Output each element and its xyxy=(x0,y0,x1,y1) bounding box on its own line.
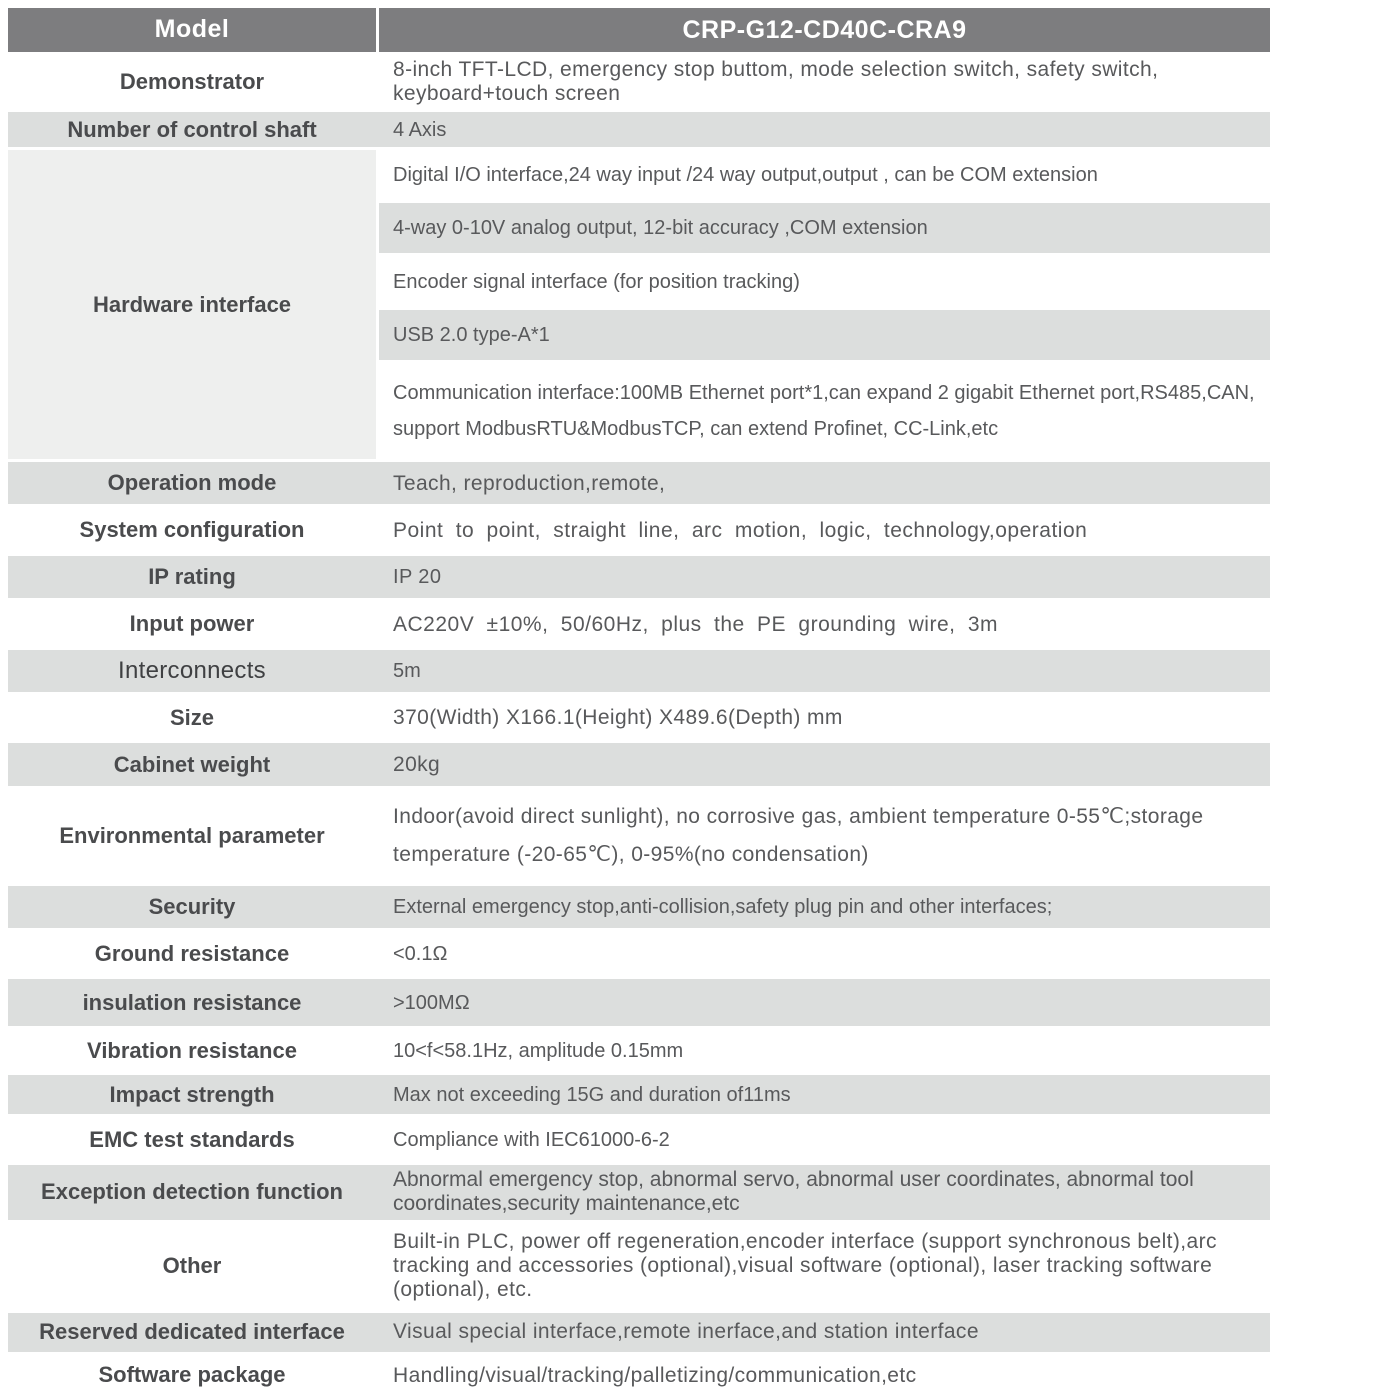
row-impact-strength xyxy=(8,1075,1270,1114)
value-ip-rating: IP 20 xyxy=(379,556,1270,598)
value-interconnects: 5m xyxy=(379,650,1270,692)
value-ground-resistance: <0.1Ω xyxy=(379,931,1270,976)
value-environmental-parameter: Indoor(avoid direct sunlight), no corrosive gas, ambient temperature 0-55℃;storage temperature (-20-65℃), 0-95%(no condensation) xyxy=(379,789,1270,883)
row-exception-detection xyxy=(8,1165,1270,1219)
label-interconnects: Interconnects xyxy=(8,650,376,692)
row-control-shaft xyxy=(8,112,1270,147)
row-software-package xyxy=(8,1355,1270,1397)
hardware-interface-items xyxy=(379,150,1270,459)
value-software-package: Handling/visual/tracking/palletizing/communication,etc xyxy=(379,1355,1270,1397)
value-other: Built-in PLC, power off regeneration,encoder interface (support synchronous belt),arc tracking and accessories (optional),visual software (optional), laser tracking software (optional), etc. xyxy=(379,1223,1270,1310)
label-ip-rating: IP rating xyxy=(8,556,376,598)
row-ground-resistance xyxy=(8,931,1270,976)
row-interconnects xyxy=(8,650,1270,692)
value-model-number: CRP-G12-CD40C-CRA9 xyxy=(379,8,1270,52)
value-emc-test-standards: Compliance with IEC61000-6-2 xyxy=(379,1117,1270,1162)
row-reserved-interface xyxy=(8,1313,1270,1352)
label-vibration-resistance: Vibration resistance xyxy=(8,1029,376,1072)
value-control-shaft: 4 Axis xyxy=(379,112,1270,147)
label-impact-strength: Impact strength xyxy=(8,1075,376,1114)
label-demonstrator: Demonstrator xyxy=(8,55,376,109)
value-analog-output: 4-way 0-10V analog output, 12-bit accuracy ,COM extension xyxy=(379,203,1270,253)
value-encoder-interface: Encoder signal interface (for position tracking) xyxy=(379,256,1270,307)
label-exception-detection: Exception detection function xyxy=(8,1165,376,1219)
value-usb: USB 2.0 type-A*1 xyxy=(379,310,1270,360)
value-operation-mode: Teach, reproduction,remote, xyxy=(379,462,1270,504)
row-hardware-interface xyxy=(8,150,1270,459)
label-model: Model xyxy=(8,8,376,52)
row-environmental-parameter xyxy=(8,789,1270,883)
row-cabinet-weight xyxy=(8,743,1270,786)
value-exception-detection: Abnormal emergency stop, abnormal servo, abnormal user coordinates, abnormal tool coordinates,security maintenance,etc xyxy=(379,1165,1270,1219)
value-cabinet-weight: 20kg xyxy=(379,743,1270,786)
page xyxy=(0,8,1376,1397)
value-digital-io: Digital I/O interface,24 way input /24 way output,output , can be COM extension xyxy=(379,150,1270,200)
value-impact-strength: Max not exceeding 15G and duration of11ms xyxy=(379,1075,1270,1114)
row-system-configuration xyxy=(8,507,1270,553)
row-security xyxy=(8,886,1270,928)
value-demonstrator: 8-inch TFT-LCD, emergency stop buttom, mode selection switch, safety switch, keyboard+touch screen xyxy=(379,55,1270,109)
label-ground-resistance: Ground resistance xyxy=(8,931,376,976)
label-other: Other xyxy=(8,1223,376,1310)
label-insulation-resistance: insulation resistance xyxy=(8,979,376,1026)
label-hardware-interface: Hardware interface xyxy=(8,150,376,459)
value-reserved-interface: Visual special interface,remote inerface,and station interface xyxy=(379,1313,1270,1352)
value-input-power: AC220V ±10%, 50/60Hz, plus the PE grounding wire, 3m xyxy=(379,601,1270,647)
value-system-configuration: Point to point, straight line, arc motion, logic, technology,operation xyxy=(379,507,1270,553)
row-operation-mode xyxy=(8,462,1270,504)
label-software-package: Software package xyxy=(8,1355,376,1397)
spec-table xyxy=(8,8,1270,1397)
label-control-shaft: Number of control shaft xyxy=(8,112,376,147)
value-communication-interface: Communication interface:100MB Ethernet port*1,can expand 2 gigabit Ethernet port,RS485,CAN, support ModbusRTU&ModbusTCP, can extend Profinet, CC-Link,etc xyxy=(379,363,1270,459)
label-security: Security xyxy=(8,886,376,928)
label-size: Size xyxy=(8,695,376,740)
label-operation-mode: Operation mode xyxy=(8,462,376,504)
value-security: External emergency stop,anti-collision,safety plug pin and other interfaces; xyxy=(379,886,1270,928)
row-size xyxy=(8,695,1270,740)
row-input-power xyxy=(8,601,1270,647)
row-emc-test-standards xyxy=(8,1117,1270,1162)
value-size: 370(Width) X166.1(Height) X489.6(Depth) mm xyxy=(379,695,1270,740)
row-ip-rating xyxy=(8,556,1270,598)
row-model-header xyxy=(8,8,1270,52)
label-system-configuration: System configuration xyxy=(8,507,376,553)
label-cabinet-weight: Cabinet weight xyxy=(8,743,376,786)
label-environmental-parameter: Environmental parameter xyxy=(8,789,376,883)
row-vibration-resistance xyxy=(8,1029,1270,1072)
row-demonstrator xyxy=(8,55,1270,109)
value-vibration-resistance: 10<f<58.1Hz, amplitude 0.15mm xyxy=(379,1029,1270,1072)
label-emc-test-standards: EMC test standards xyxy=(8,1117,376,1162)
label-reserved-interface: Reserved dedicated interface xyxy=(8,1313,376,1352)
row-other xyxy=(8,1223,1270,1310)
label-input-power: Input power xyxy=(8,601,376,647)
row-insulation-resistance xyxy=(8,979,1270,1026)
value-insulation-resistance: >100MΩ xyxy=(379,979,1270,1026)
